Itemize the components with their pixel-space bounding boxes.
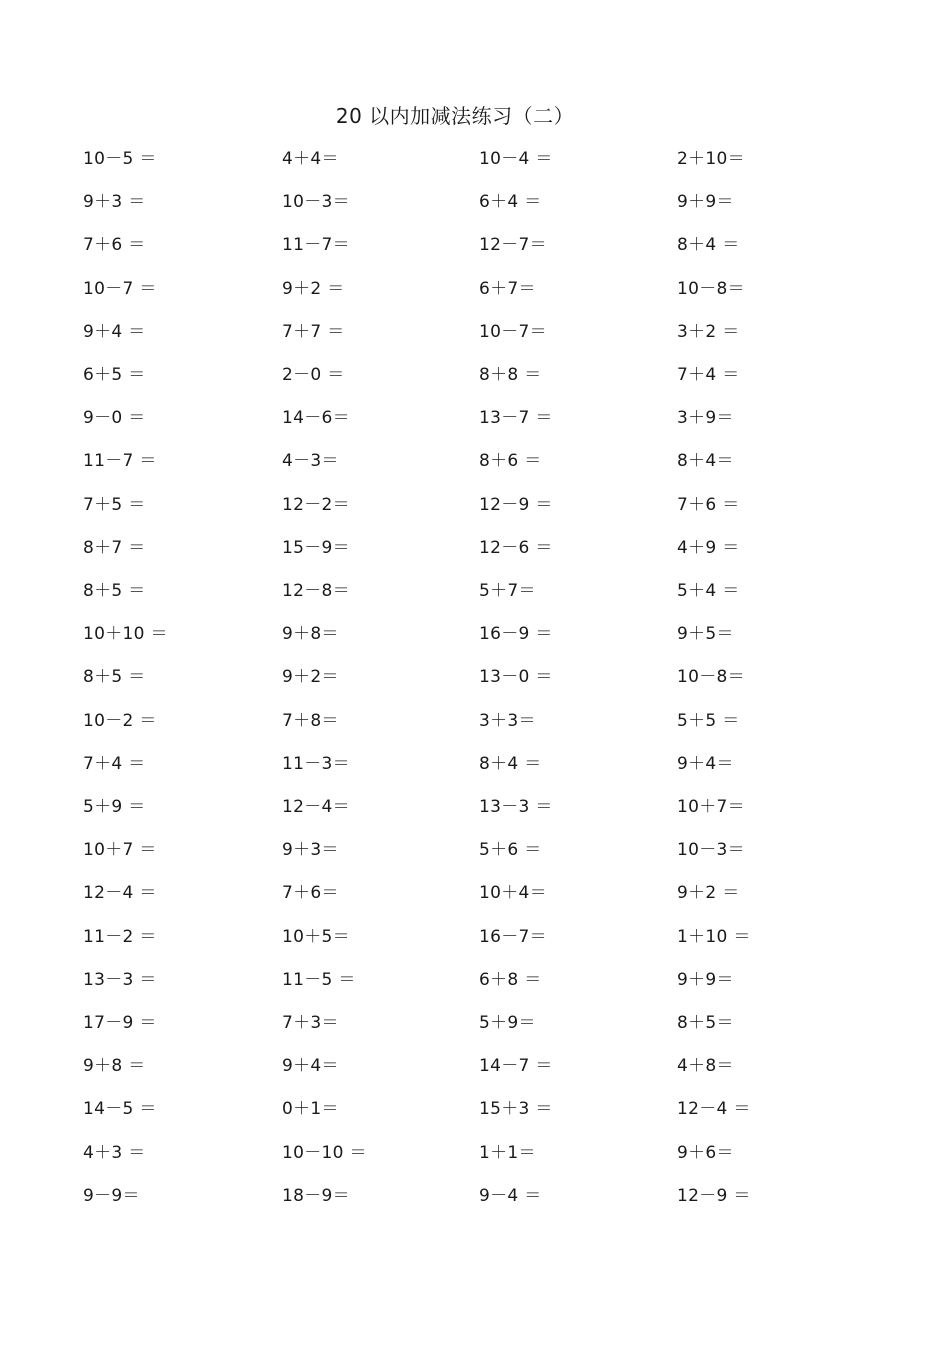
problem-item: 9＋3 ＝ — [83, 192, 146, 213]
problem-item: 6＋7＝ — [479, 278, 536, 299]
problem-item: 7＋4 ＝ — [83, 753, 146, 774]
problem-item: 7＋6 ＝ — [83, 235, 146, 256]
problem-item: 16－9 ＝ — [479, 624, 553, 645]
problem-item: 9＋2＝ — [282, 667, 339, 688]
problem-item: 11－3＝ — [282, 753, 350, 774]
problem-item: 10－8＝ — [677, 667, 745, 688]
problem-item: 18－9＝ — [282, 1185, 350, 1206]
problem-item: 11－7＝ — [282, 235, 350, 256]
problem-item: 9－4 ＝ — [479, 1185, 542, 1206]
problem-item: 7＋6＝ — [282, 883, 339, 904]
problem-item: 9＋9＝ — [677, 192, 734, 213]
problem-item: 14－6＝ — [282, 408, 350, 429]
problem-item: 10－7＝ — [479, 321, 547, 342]
problem-item: 9＋4＝ — [282, 1056, 339, 1077]
problem-item: 5＋7＝ — [479, 581, 536, 601]
problem-item: 10＋5＝ — [282, 926, 350, 947]
problem-item: 9＋8＝ — [282, 624, 339, 645]
problem-item: 6＋4 ＝ — [479, 192, 542, 213]
problem-item: 9＋2 ＝ — [677, 883, 740, 904]
problem-item: 5＋6 ＝ — [479, 840, 542, 861]
problem-item: 8＋5 ＝ — [83, 667, 146, 688]
problem-item: 3＋9＝ — [677, 408, 734, 429]
problem-item: 9＋5＝ — [677, 624, 734, 645]
problem-item: 13－3 ＝ — [479, 797, 553, 817]
problem-item: 5＋4 ＝ — [677, 581, 740, 601]
problem-item: 4＋9 ＝ — [677, 537, 740, 558]
problem-item: 10－2 ＝ — [83, 710, 157, 731]
problem-item: 10－8＝ — [677, 278, 745, 299]
problem-item: 12－4＝ — [282, 797, 350, 817]
problem-item: 3＋2 ＝ — [677, 321, 740, 342]
problem-item: 6＋8 ＝ — [479, 969, 542, 990]
problem-item: 9＋9＝ — [677, 969, 734, 990]
problem-item: 12－4 ＝ — [677, 1099, 751, 1120]
problem-item: 2－0 ＝ — [282, 365, 345, 385]
problem-item: 9＋8 ＝ — [83, 1056, 146, 1077]
problem-item: 10－10 ＝ — [282, 1142, 367, 1163]
problem-item: 13－0 ＝ — [479, 667, 553, 688]
problem-item: 12－9 ＝ — [677, 1185, 751, 1206]
problem-item: 5＋5 ＝ — [677, 710, 740, 731]
problem-item: 8＋5 ＝ — [83, 581, 146, 601]
problem-item: 17－9 ＝ — [83, 1013, 157, 1033]
problem-item: 4＋3 ＝ — [83, 1142, 146, 1163]
problem-item: 1＋10 ＝ — [677, 926, 751, 947]
problem-item: 10－3＝ — [677, 840, 745, 861]
problem-item: 9＋3＝ — [282, 840, 339, 861]
problem-item: 12－8＝ — [282, 581, 350, 601]
problem-item: 8＋8 ＝ — [479, 365, 542, 385]
problem-item: 13－3 ＝ — [83, 969, 157, 990]
problem-item: 9－9＝ — [83, 1185, 140, 1206]
problem-item: 7＋7 ＝ — [282, 321, 345, 342]
problem-item: 12－9 ＝ — [479, 494, 553, 515]
problem-item: 16－7＝ — [479, 926, 547, 947]
problem-item: 10－4 ＝ — [479, 149, 553, 169]
problem-item: 8＋4 ＝ — [677, 235, 740, 256]
problem-item: 9＋4 ＝ — [83, 321, 146, 342]
problem-item: 3＋3＝ — [479, 710, 536, 731]
problem-item: 8＋7 ＝ — [83, 537, 146, 558]
problem-item: 11－2 ＝ — [83, 926, 157, 947]
problem-item: 2＋10＝ — [677, 149, 745, 169]
problem-item: 11－7 ＝ — [83, 451, 157, 472]
problem-item: 6＋5 ＝ — [83, 365, 146, 385]
problem-item: 9＋4＝ — [677, 753, 734, 774]
problem-item: 5＋9 ＝ — [83, 797, 146, 817]
problem-item: 7＋8＝ — [282, 710, 339, 731]
problem-item: 7＋4 ＝ — [677, 365, 740, 385]
problem-item: 8＋5＝ — [677, 1013, 734, 1033]
problem-item: 8＋4＝ — [677, 451, 734, 472]
problem-item: 15＋3 ＝ — [479, 1099, 553, 1120]
problem-item: 7＋3＝ — [282, 1013, 339, 1033]
problem-item: 5＋9＝ — [479, 1013, 536, 1033]
problem-item: 10＋7 ＝ — [83, 840, 157, 861]
problem-item: 12－7＝ — [479, 235, 547, 256]
problem-item: 10－5 ＝ — [83, 149, 157, 169]
problem-item: 10－7 ＝ — [83, 278, 157, 299]
problem-item: 10＋7＝ — [677, 797, 745, 817]
problem-item: 9＋6＝ — [677, 1142, 734, 1163]
problem-item: 11－5 ＝ — [282, 969, 356, 990]
problem-item: 7＋5 ＝ — [83, 494, 146, 515]
problem-item: 9＋2 ＝ — [282, 278, 345, 299]
problem-item: 12－2＝ — [282, 494, 350, 515]
problem-item: 10＋10 ＝ — [83, 624, 168, 645]
problem-item: 14－5 ＝ — [83, 1099, 157, 1120]
problem-item: 10－3＝ — [282, 192, 350, 213]
problem-item: 14－7 ＝ — [479, 1056, 553, 1077]
problem-item: 4－3＝ — [282, 451, 339, 472]
problem-item: 12－4 ＝ — [83, 883, 157, 904]
problem-item: 0＋1＝ — [282, 1099, 339, 1120]
problem-item: 13－7 ＝ — [479, 408, 553, 429]
problem-item: 1＋1＝ — [479, 1142, 536, 1163]
problem-item: 12－6 ＝ — [479, 537, 553, 558]
problem-item: 8＋6 ＝ — [479, 451, 542, 472]
page-title: 20 以内加减法练习（二） — [335, 104, 575, 128]
problem-item: 10＋4＝ — [479, 883, 547, 904]
problem-item: 8＋4 ＝ — [479, 753, 542, 774]
problem-item: 15－9＝ — [282, 537, 350, 558]
problem-item: 4＋4＝ — [282, 149, 339, 169]
problem-item: 7＋6 ＝ — [677, 494, 740, 515]
problem-item: 9－0 ＝ — [83, 408, 146, 429]
problem-item: 4＋8＝ — [677, 1056, 734, 1077]
